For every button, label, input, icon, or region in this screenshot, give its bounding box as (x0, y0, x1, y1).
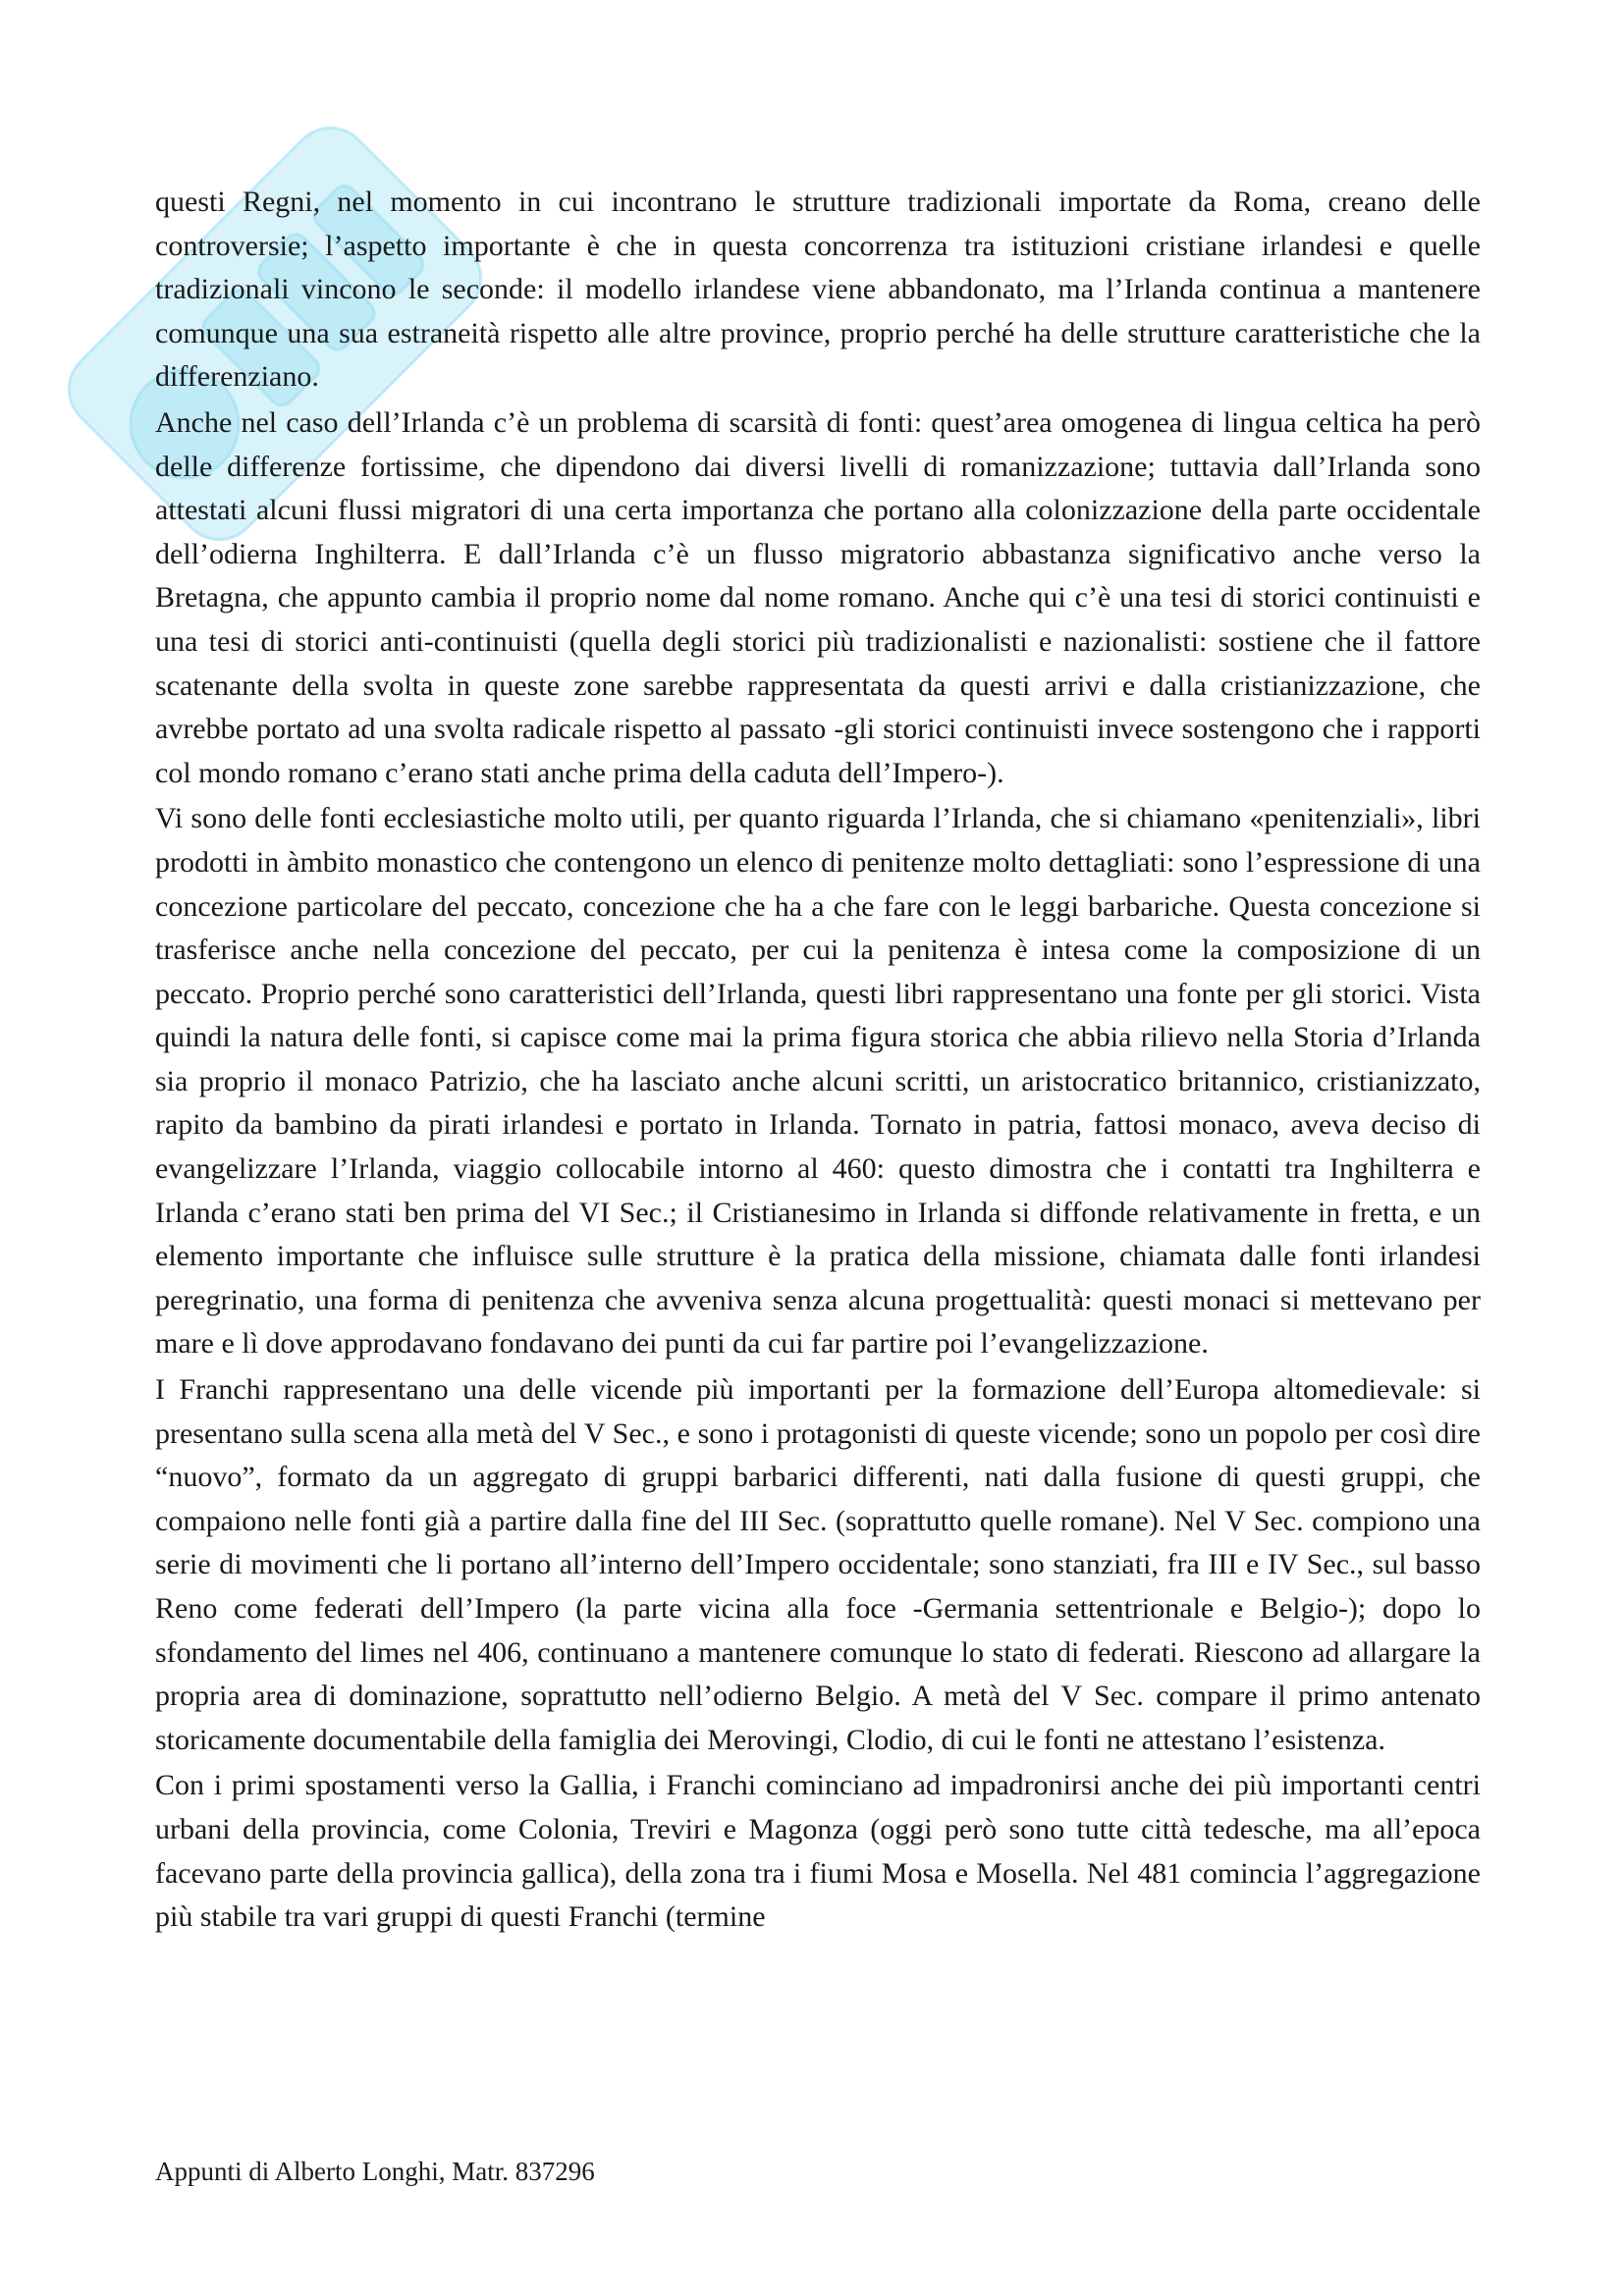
document-body (155, 181, 1481, 1940)
paragraph: I Franchi rappresentano una delle vicende più importanti per la formazione dell’Europa altomedievale: si presentano sulla scena alla metà del V Sec., e sono i protagonisti di queste vicende; sono un popolo per così dire “nuovo”, formato da un aggregato di gruppi barbarici differenti, nati dalla fusione di questi gruppi, che compaiono nelle fonti già a partire dalla fine del III Sec. (soprattutto quelle romane). Nel V Sec. compiono una serie di movimenti che li portano all’interno dell’Impero occidentale; sono stanziati, fra III e IV Sec., sul basso Reno come federati dell’Impero (la parte vicina alla foce -Germania settentrionale e Belgio-); dopo lo sfondamento del limes nel 406, continuano a mantenere comunque lo stato di federati. Riescono ad allargare la propria area di dominazione, soprattutto nell’odierno Belgio. A metà del V Sec. compare il primo antenato storicamente documentabile della famiglia dei Merovingi, Clodio, di cui le fonti ne attestano l’esistenza. (155, 1373, 1481, 1756)
paragraph: Vi sono delle fonti ecclesiastiche molto utili, per quanto riguarda l’Irlanda, che si chiamano «penitenziali», libri prodotti in àmbito monastico che contengono un elenco di penitenze molto dettagliati: sono l’espressione di una concezione particolare del peccato, concezione che ha a che fare con le leggi barbariche. Questa concezione si trasferisce anche nella concezione del peccato, per cui la penitenza è intesa come la composizione di un peccato. Proprio perché sono caratteristici dell’Irlanda, questi libri rappresentano una fonte per gli storici. Vista quindi la natura delle fonti, si capisce come mai la prima figura storica che abbia rilievo nella Storia d’Irlanda sia proprio il monaco Patrizio, che ha lasciato anche alcuni scritti, un aristocratico britannico, cristianizzato, rapito da bambino da pirati irlandesi e portato in Irlanda. Tornato in patria, fattosi monaco, aveva deciso di evangelizzare l’Irlanda, viaggio collocabile intorno al 460: questo dimostra che i contatti tra Inghilterra e Irlanda c’erano stati ben prima del VI Sec.; il Cristianesimo in Irlanda si diffonde relativamente in fretta, e un elemento importante che influisce sulle strutture è la pratica della missione, chiamata dalle fonti irlandesi peregrinatio, una forma di penitenza che avveniva senza alcuna progettualità: questi monaci si mettevano per mare e lì dove approdavano fondavano dei punti da cui far partire poi l’evangelizzazione. (155, 802, 1481, 1361)
paragraph: questi Regni, nel momento in cui incontrano le strutture tradizionali importate da Roma, creano delle controversie; l’aspetto importante è che in questa concorrenza tra istituzioni cristiane irlandesi e quelle tradizionali vincono le seconde: il modello irlandese viene abbandonato, ma l’Irlanda continua a mantenere comunque una sua estraneità rispetto alle altre province, proprio perché ha delle strutture caratteristiche che la differenziano. (155, 186, 1481, 394)
page-footer: Appunti di Alberto Longhi, Matr. 837296 (155, 2157, 595, 2186)
paragraph: Anche nel caso dell’Irlanda c’è un problema di scarsità di fonti: quest’area omogenea di lingua celtica ha però delle differenze fortissime, che dipendono dai diversi livelli di romanizzazione; tuttavia dall’Irlanda sono attestati alcuni flussi migratori di una certa importanza che portano alla colonizzazione della parte occidentale dell’odierna Inghilterra. E dall’Irlanda c’è un flusso migratorio abbastanza significativo anche verso la Bretagna, che appunto cambia il proprio nome dal nome romano. Anche qui c’è una tesi di storici continuisti e una tesi di storici anti-continuisti (quella degli storici più tradizionalisti e nazionalisti: sostiene che il fattore scatenante della svolta in queste zone sarebbe rappresentata da questi arrivi e dalla cristianizzazione, che avrebbe portato ad una svolta radicale rispetto al passato -gli storici continuisti invece sostengono che i rapporti col mondo romano c’erano stati anche prima della caduta dell’Impero-). (155, 405, 1481, 789)
paragraph: Con i primi spostamenti verso la Gallia, i Franchi cominciano ad impadronirsi anche dei più importanti centri urbani della provincia, come Colonia, Treviri e Magonza (oggi però sono tutte città tedesche, ma all’epoca facevano parte della provincia gallica), della zona tra i fiumi Mosa e Mosella. Nel 481 comincia l’aggregazione più stabile tra vari gruppi di questi Franchi (termine (155, 1769, 1481, 1934)
